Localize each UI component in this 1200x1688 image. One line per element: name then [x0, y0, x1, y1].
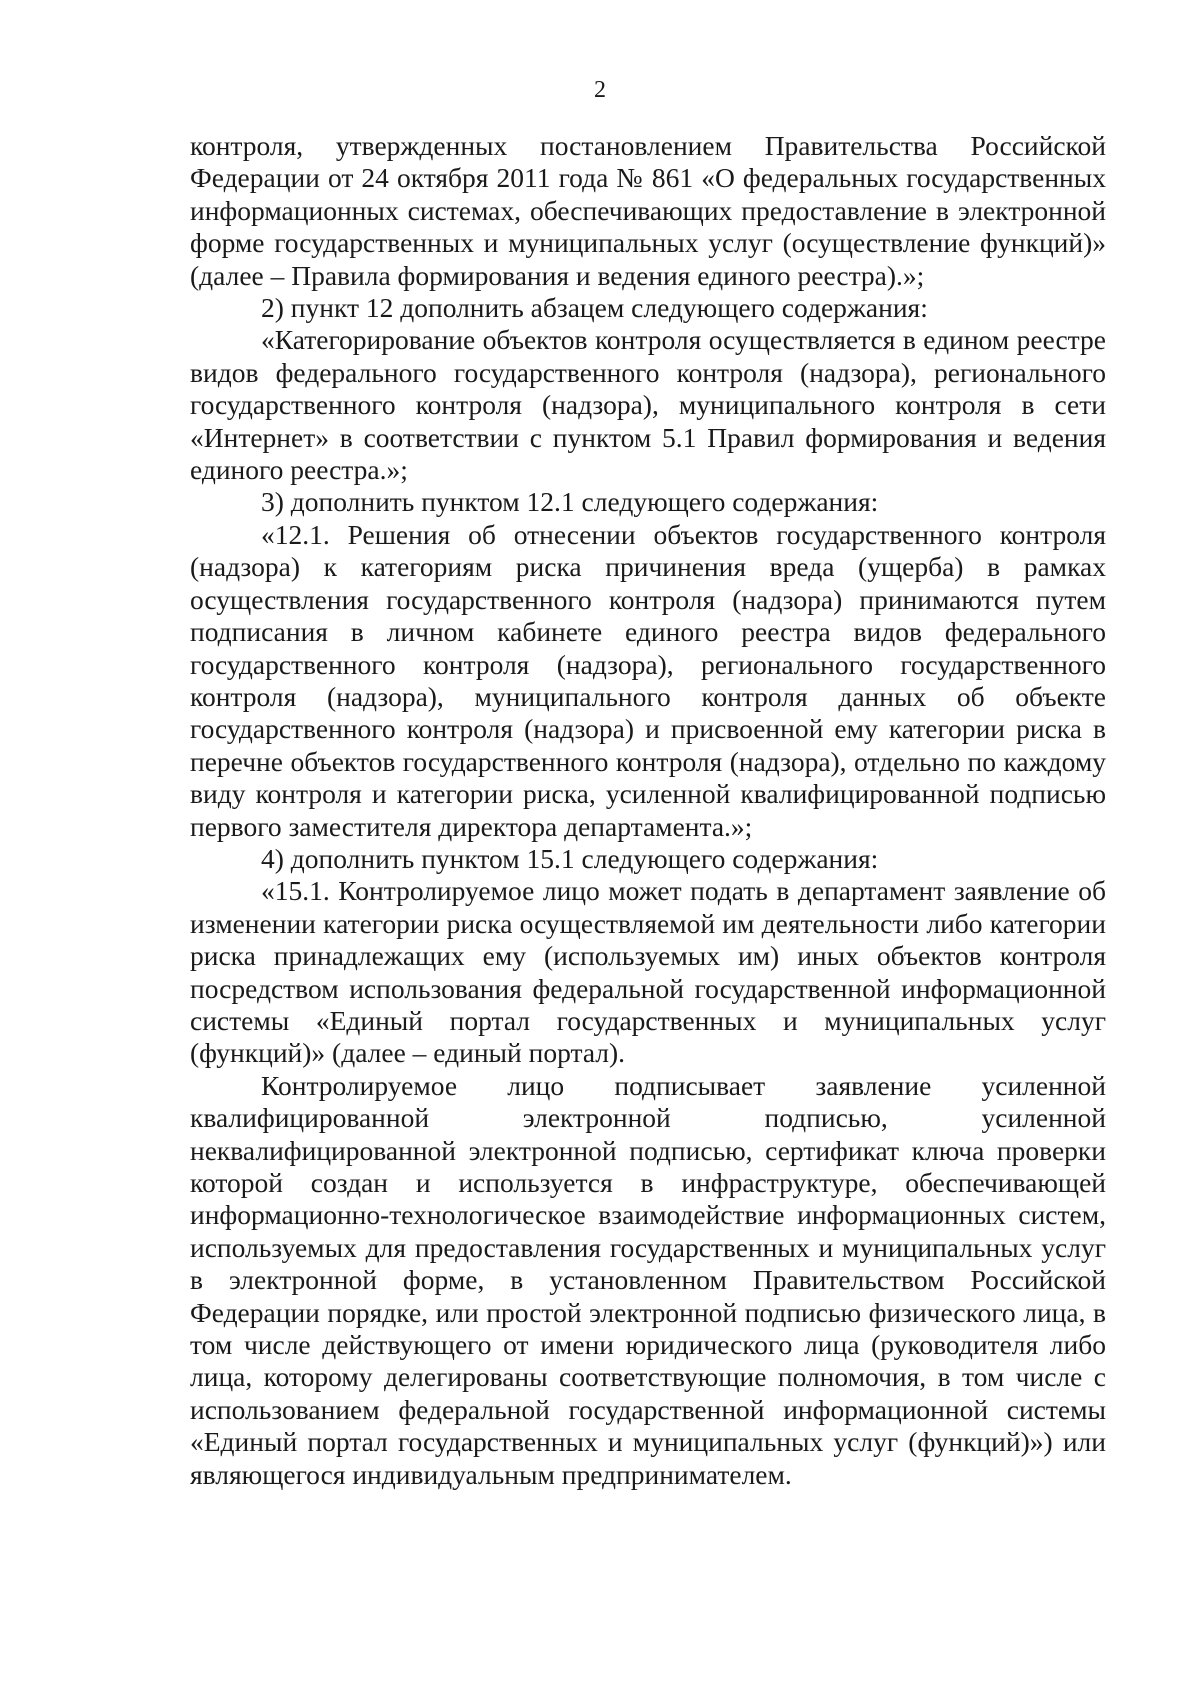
paragraph-item-2: 2) пункт 12 дополнить абзацем следующего содержания: — [261, 292, 928, 324]
paragraph-clause-15-1: «15.1. Контролируемое лицо может подать в департамент заявление об изменении категории риска осуществляемой им деятельности либо категории риска принадлежащих ему (используемых им) иных объектов контроля посредством использования федеральной государственной информационной системы «Единый портал государственных и муниципальных услуг (функций)» (далее – единый портал). — [190, 875, 1106, 1069]
paragraph-continuation: контроля, утвержденных постановлением Правительства Российской Федерации от 24 октября 2011 года № 861 «О федеральных государственных информационных системах, обеспечивающих предоставление в электронной форме государственных и муниципальных услуг (осуществление функций)» (далее – Правила формирования и ведения единого реестра).»; — [190, 130, 1106, 291]
paragraph-clause-12-1: «12.1. Решения об отнесении объектов государственного контроля (надзора) к категориям риска причинения вреда (ущерба) в рамках осуществления государственного контроля (надзора) принимаются путем подписания в личном кабинете единого реестра видов федерального государственного контроля (надзора), регионального государственного контроля (надзора), муниципального контроля данных об объекте государственного контроля (надзора) и присвоенной ему категории риска в перечне объектов государственного контроля (надзора), отдельно по каждому виду контроля и категории риска, усиленной квалифицированной подписью первого заместителя директора департамента.»; — [190, 518, 1106, 842]
page-number: 2 — [594, 77, 606, 103]
paragraph-item-3: 3) дополнить пунктом 12.1 следующего содержания: — [261, 486, 879, 518]
document-body — [190, 130, 1106, 1491]
paragraph-item-4: 4) дополнить пунктом 15.1 следующего содержания: — [261, 842, 879, 874]
paragraph-signature-rules: Контролируемое лицо подписывает заявление усиленной квалифицированной электронной подписью, усиленной неквалифицированной электронной подписью, сертификат ключа проверки которой создан и используется в инфраструктуре, обеспечивающей информационно-технологическое взаимодействие информационных систем, используемых для предоставления государственных и муниципальных услуг в электронной форме, в установленном Правительством Российской Федерации порядке, или простой электронной подписью физического лица, в том числе действующего от имени юридического лица (руководителя либо лица, которому делегированы соответствующие полномочия, в том числе с использованием федеральной государственной информационной системы «Единый портал государственных и муниципальных услуг (функций)») или являющегося индивидуальным предпринимателем. — [190, 1069, 1106, 1490]
paragraph-categorization: «Категорирование объектов контроля осуществляется в едином реестре видов федерального государственного контроля (надзора), регионального государственного контроля (надзора), муниципального контроля в сети «Интернет» в соответствии с пунктом 5.1 Правил формирования и ведения единого реестра.»; — [190, 324, 1106, 486]
